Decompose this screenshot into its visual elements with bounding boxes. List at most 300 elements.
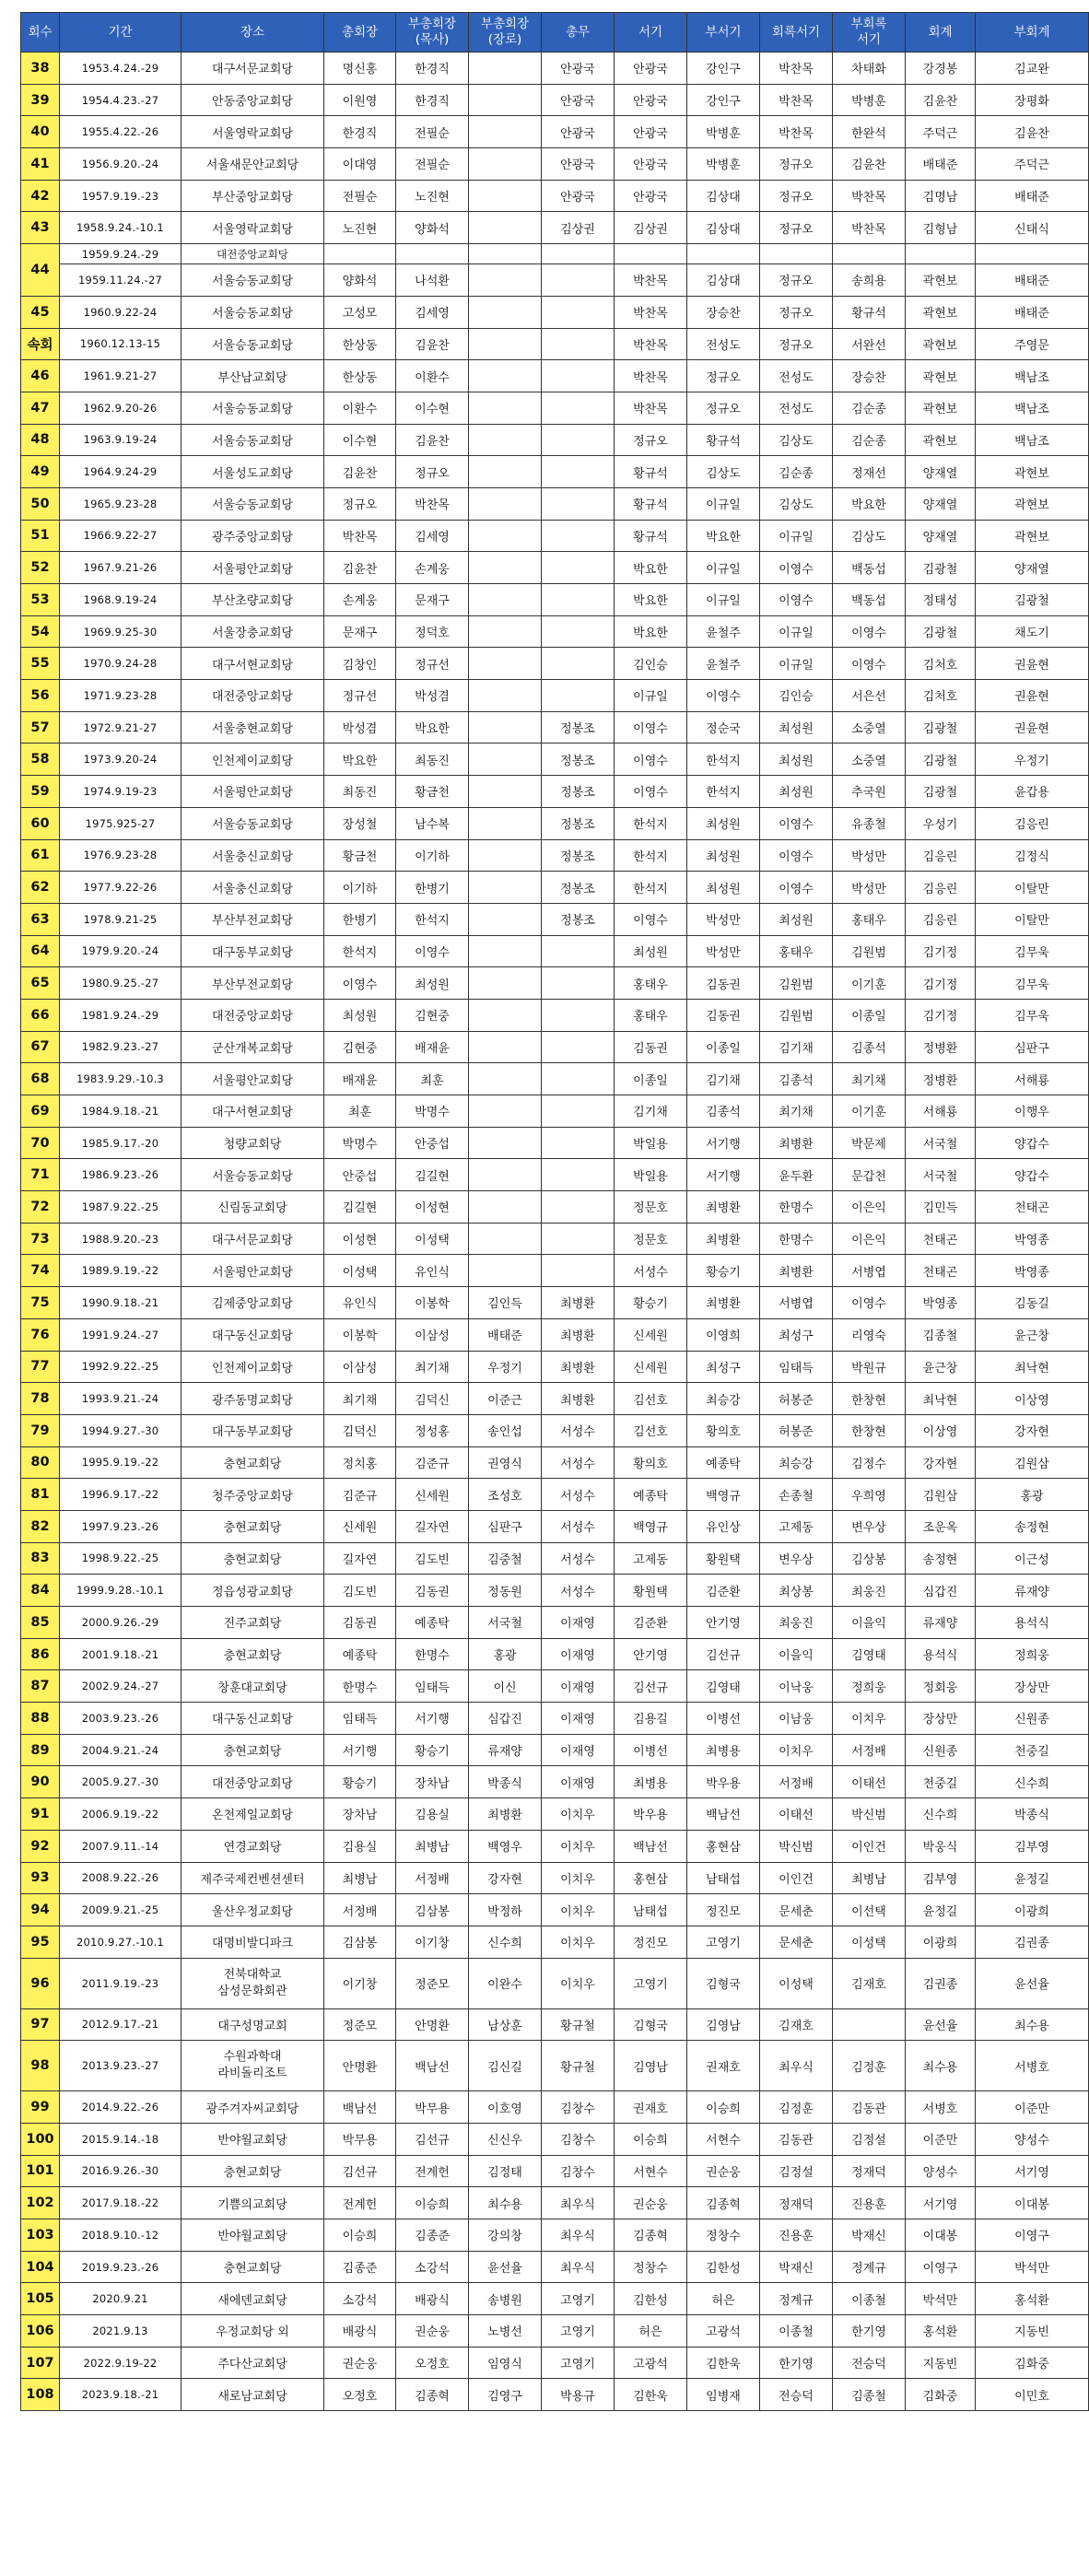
officer-cell: 한기영: [760, 2347, 833, 2379]
session-number: 97: [21, 2008, 60, 2041]
period-cell: 2011.9.19.-23: [60, 1958, 182, 2008]
officer-cell: [542, 967, 615, 1000]
officer-cell: 박영종: [906, 1287, 976, 1319]
officer-cell: [542, 648, 615, 680]
officer-cell: 김광철: [906, 615, 976, 648]
officer-cell: 이성현: [324, 1223, 396, 1255]
table-row: [21, 1031, 1089, 1063]
place-cell: 충현교회당: [182, 2251, 324, 2283]
officer-cell: 이상영: [906, 1414, 976, 1446]
officer-cell: 배태준: [469, 1318, 542, 1351]
officer-cell: 홍태우: [833, 903, 906, 935]
place-cell: 충현교회당: [182, 2155, 324, 2187]
officer-cell: 홍석환: [976, 2283, 1089, 2315]
officer-cell: 리영숙: [833, 1318, 906, 1351]
place-cell: 부산남교회당: [182, 360, 324, 392]
officer-cell: 한석지: [687, 744, 760, 776]
table-row: [21, 1607, 1089, 1639]
officer-cell: 김창인: [324, 648, 396, 680]
officer-cell: [615, 244, 687, 264]
officer-cell: 김세영: [396, 296, 469, 328]
officer-cell: 백남선: [324, 2091, 396, 2124]
officer-cell: 이수현: [396, 392, 469, 424]
officer-cell: 이영구: [906, 2251, 976, 2283]
officer-cell: 문재구: [396, 584, 469, 616]
column-header: 회록서기: [760, 13, 833, 53]
officer-cell: 류재양: [976, 1575, 1089, 1607]
officer-cell: 김종석: [687, 1095, 760, 1128]
officer-cell: 최병환: [542, 1318, 615, 1351]
officer-cell: 박일용: [615, 1159, 687, 1191]
session-number: 95: [21, 1926, 60, 1958]
officer-cell: 고영기: [687, 1926, 760, 1958]
session-number: 85: [21, 1607, 60, 1639]
officer-cell: 우희영: [833, 1479, 906, 1511]
period-cell: 2001.9.18.-21: [60, 1638, 182, 1670]
officer-cell: 전필순: [324, 180, 396, 212]
officer-cell: 이봉학: [396, 1287, 469, 1319]
officer-cell: 한상동: [324, 360, 396, 392]
session-number: 80: [21, 1446, 60, 1479]
officer-cell: 백남조: [976, 424, 1089, 456]
officer-cell: 박병훈: [687, 116, 760, 148]
officer-cell: 용석식: [976, 1607, 1089, 1639]
officer-cell: 김원삼: [976, 1446, 1089, 1479]
officer-cell: 한병기: [324, 903, 396, 935]
officer-cell: 송희용: [833, 264, 906, 297]
officer-cell: 이종일: [615, 1063, 687, 1095]
officer-cell: [469, 244, 542, 264]
officer-cell: [469, 180, 542, 212]
officer-cell: 배광식: [324, 2315, 396, 2348]
officer-cell: 장성철: [324, 807, 396, 839]
officer-cell: 임태득: [760, 1351, 833, 1383]
period-cell: 2008.9.22.-26: [60, 1862, 182, 1894]
officer-cell: 이호영: [469, 2091, 542, 2124]
officer-cell: 양재열: [906, 487, 976, 520]
officer-cell: 우정기: [976, 744, 1089, 776]
officer-cell: 권윤현: [976, 648, 1089, 680]
officer-cell: 남수복: [396, 807, 469, 839]
officer-cell: 심판구: [976, 1031, 1089, 1063]
officer-cell: 황의호: [615, 1446, 687, 1479]
officer-cell: 전필순: [396, 116, 469, 148]
officer-cell: 이봉학: [324, 1318, 396, 1351]
table-row: [21, 456, 1089, 488]
table-row: [21, 744, 1089, 776]
officer-cell: 곽현보: [976, 520, 1089, 552]
officer-cell: 이영수: [760, 839, 833, 872]
officer-cell: 전필순: [396, 148, 469, 181]
place-cell: 대전중앙교회당: [182, 244, 324, 264]
officer-cell: [469, 1095, 542, 1128]
officer-cell: 송정현: [976, 1510, 1089, 1542]
session-number: 89: [21, 1734, 60, 1766]
officer-cell: 박요한: [615, 552, 687, 584]
officer-cell: 송정현: [906, 1542, 976, 1575]
officer-cell: 강인구: [687, 53, 760, 85]
period-cell: 2000.9.26.-29: [60, 1607, 182, 1639]
officer-cell: 이기훈: [833, 1095, 906, 1128]
period-cell: 2018.9.10.-12: [60, 2219, 182, 2252]
officer-cell: 김상권: [542, 212, 615, 244]
officer-cell: 강의창: [469, 2219, 542, 2252]
table-row: [21, 648, 1089, 680]
officer-cell: 박찬목: [615, 296, 687, 328]
table-row: [21, 1479, 1089, 1511]
officer-cell: 심판구: [469, 1510, 542, 1542]
officer-cell: 백영우: [469, 1830, 542, 1862]
officer-cell: 홍광: [976, 1479, 1089, 1511]
officer-cell: 남태섭: [687, 1862, 760, 1894]
officer-cell: [542, 935, 615, 967]
officer-cell: 박종식: [976, 1798, 1089, 1831]
officer-cell: [469, 487, 542, 520]
officer-cell: [542, 1127, 615, 1159]
period-cell: 1983.9.29.-10.3: [60, 1063, 182, 1095]
officer-cell: 최동진: [396, 744, 469, 776]
officer-cell: 이환수: [324, 392, 396, 424]
officer-cell: 이탈만: [976, 872, 1089, 904]
officer-cell: 유인식: [396, 1255, 469, 1287]
table-row: [21, 116, 1089, 148]
officer-cell: 정규오: [615, 424, 687, 456]
place-cell: 서울승동교회당: [182, 296, 324, 328]
session-number: 61: [21, 839, 60, 872]
officer-cell: 김정태: [469, 2155, 542, 2187]
officer-cell: 이재영: [542, 1670, 615, 1703]
officer-cell: 박재신: [760, 2251, 833, 2283]
officer-cell: 고영기: [542, 2283, 615, 2315]
officer-cell: 정규선: [396, 648, 469, 680]
session-number: 38: [21, 53, 60, 85]
period-cell: 2002.9.24.-27: [60, 1670, 182, 1703]
session-number: 104: [21, 2251, 60, 2283]
officer-cell: 김상도: [687, 456, 760, 488]
place-cell: 서울장충교회당: [182, 615, 324, 648]
officer-cell: 최병환: [542, 1287, 615, 1319]
officer-cell: 이을익: [833, 1607, 906, 1639]
table-row: [21, 244, 1089, 264]
session-number: 96: [21, 1958, 60, 2008]
session-number: 100: [21, 2123, 60, 2155]
officer-cell: 박일용: [615, 1127, 687, 1159]
officer-cell: 김덕신: [396, 1383, 469, 1415]
session-number: 50: [21, 487, 60, 520]
period-cell: 1991.9.24.-27: [60, 1318, 182, 1351]
session-number: 88: [21, 1703, 60, 1735]
officer-cell: 황승기: [615, 1287, 687, 1319]
table-row: [21, 1095, 1089, 1128]
session-number: 48: [21, 424, 60, 456]
officer-cell: 서기행: [396, 1703, 469, 1735]
officer-cell: 김원범: [760, 967, 833, 1000]
officer-cell: [542, 999, 615, 1031]
officer-cell: 조운옥: [906, 1510, 976, 1542]
officer-cell: [324, 244, 396, 264]
place-cell: 새로남교회당: [182, 2379, 324, 2411]
officer-cell: 김중철: [469, 1542, 542, 1575]
officer-cell: 정창수: [687, 2219, 760, 2252]
period-cell: 2022.9.19-22: [60, 2347, 182, 2379]
officer-cell: 박명수: [324, 1127, 396, 1159]
officer-cell: 김윤찬: [324, 552, 396, 584]
officer-cell: 안광국: [615, 180, 687, 212]
officer-cell: 김상도: [833, 520, 906, 552]
officer-cell: 신수희: [469, 1926, 542, 1958]
officer-cell: 김재호: [760, 2008, 833, 2041]
table-row: [21, 2379, 1089, 2411]
officer-cell: 박종식: [469, 1766, 542, 1798]
officer-cell: 한상동: [324, 328, 396, 360]
officer-cell: 한석지: [687, 776, 760, 808]
officer-cell: 고영기: [542, 2315, 615, 2348]
session-number: 84: [21, 1575, 60, 1607]
officer-cell: 안광국: [615, 116, 687, 148]
officer-cell: 김정설: [833, 2123, 906, 2155]
officer-cell: 고영기: [542, 2347, 615, 2379]
place-cell: 서울승동교회당: [182, 807, 324, 839]
session-number: 52: [21, 552, 60, 584]
officer-cell: 권윤현: [976, 711, 1089, 744]
officer-cell: 김종혁: [687, 2187, 760, 2219]
officer-cell: 서병엽: [833, 1255, 906, 1287]
officer-cell: 변우상: [760, 1542, 833, 1575]
place-cell: 서울영락교회당: [182, 116, 324, 148]
officer-cell: 이병선: [687, 1703, 760, 1735]
column-header: 장소: [182, 13, 324, 53]
place-cell: 서울승동교회당: [182, 392, 324, 424]
officer-cell: 소강석: [324, 2283, 396, 2315]
officer-cell: 최웅진: [760, 1607, 833, 1639]
officer-cell: 김종혁: [396, 2379, 469, 2411]
officer-cell: [469, 1255, 542, 1287]
session-number: 108: [21, 2379, 60, 2411]
officer-cell: 정병환: [906, 1063, 976, 1095]
officer-cell: 이치우: [542, 1798, 615, 1831]
officer-cell: 최병남: [324, 1862, 396, 1894]
officer-cell: 김종준: [324, 2251, 396, 2283]
session-number: 68: [21, 1063, 60, 1095]
officer-cell: 홍태우: [615, 967, 687, 1000]
officer-cell: 한석지: [324, 935, 396, 967]
officer-cell: 서성수: [542, 1575, 615, 1607]
period-cell: 1968.9.19-24: [60, 584, 182, 616]
officer-cell: 이승희: [687, 2091, 760, 2124]
officer-cell: 이원영: [324, 84, 396, 116]
officer-cell: 이기하: [396, 839, 469, 872]
officer-cell: 김인승: [615, 648, 687, 680]
officer-cell: 고광석: [687, 2315, 760, 2348]
officer-cell: 이재영: [542, 1703, 615, 1735]
period-cell: 2006.9.19.-22: [60, 1798, 182, 1831]
period-cell: 2021.9.13: [60, 2315, 182, 2348]
officer-cell: 신세원: [396, 1479, 469, 1511]
officer-cell: 김상도: [760, 424, 833, 456]
officer-cell: 이영수: [615, 776, 687, 808]
officer-cell: 최수용: [469, 2187, 542, 2219]
table-row: [21, 967, 1089, 1000]
officer-cell: [469, 116, 542, 148]
officer-cell: 박병훈: [833, 84, 906, 116]
table-row: [21, 935, 1089, 967]
column-header: 총무: [542, 13, 615, 53]
officer-cell: [396, 244, 469, 264]
officer-cell: 이치우: [542, 1958, 615, 2008]
officer-cell: 김용실: [324, 1830, 396, 1862]
officer-cell: 김선호: [615, 1383, 687, 1415]
officer-cell: 김원범: [760, 999, 833, 1031]
officer-cell: 안중섭: [396, 1127, 469, 1159]
officer-cell: 윤근창: [976, 1318, 1089, 1351]
officer-cell: 이영수: [324, 967, 396, 1000]
officer-cell: 서성수: [542, 1446, 615, 1479]
officer-cell: 서기영: [976, 2155, 1089, 2187]
officer-cell: 정재덕: [760, 2187, 833, 2219]
session-number: 57: [21, 711, 60, 744]
session-number: 60: [21, 807, 60, 839]
table-row: [21, 872, 1089, 904]
officer-cell: 이영수: [833, 615, 906, 648]
officer-cell: 권순웅: [687, 2155, 760, 2187]
place-cell: 주다산교회당: [182, 2347, 324, 2379]
table-row: [21, 2347, 1089, 2379]
table-row: [21, 53, 1089, 85]
session-number: 81: [21, 1479, 60, 1511]
officer-cell: 정규오: [760, 328, 833, 360]
officer-cell: 홍현삼: [615, 1862, 687, 1894]
officer-cell: 박찬목: [324, 520, 396, 552]
place-cell: 서울승동교회당: [182, 424, 324, 456]
officer-cell: 이민호: [976, 2379, 1089, 2411]
officer-cell: 김선규: [396, 2123, 469, 2155]
officer-cell: 김동관: [760, 2123, 833, 2155]
officer-cell: 황규석: [615, 456, 687, 488]
officer-cell: 한명수: [324, 1670, 396, 1703]
officer-cell: [542, 424, 615, 456]
officer-cell: 이규일: [687, 552, 760, 584]
period-cell: 1960.12.13-15: [60, 328, 182, 360]
officer-cell: 박성만: [833, 872, 906, 904]
table-row: [21, 1830, 1089, 1862]
officer-cell: [542, 456, 615, 488]
officer-cell: [469, 1031, 542, 1063]
officer-cell: 서은선: [833, 680, 906, 712]
officer-cell: 박성만: [833, 839, 906, 872]
officer-cell: 최우식: [760, 2041, 833, 2091]
period-cell: 1959.9.24.-29: [60, 244, 182, 264]
officer-cell: 홍현삼: [687, 1830, 760, 1862]
officer-cell: 김선호: [615, 1414, 687, 1446]
officer-cell: 김윤찬: [396, 328, 469, 360]
officer-cell: 이영수: [760, 584, 833, 616]
officer-cell: 서성수: [542, 1479, 615, 1511]
period-cell: 2012.9.17.-21: [60, 2008, 182, 2041]
officer-cell: 백남선: [615, 1830, 687, 1862]
officer-cell: 황승기: [396, 1734, 469, 1766]
place-cell: 광주겨자씨교회당: [182, 2091, 324, 2124]
place-line: 라비돌리조트: [217, 2067, 287, 2081]
session-number: 속회: [21, 328, 60, 360]
officer-cell: [469, 264, 542, 297]
place-cell: 대전중앙교회당: [182, 1766, 324, 1798]
table-row: [21, 2155, 1089, 2187]
officer-cell: 서성수: [542, 1414, 615, 1446]
officer-cell: 장상만: [976, 1670, 1089, 1703]
officer-cell: 양재열: [906, 520, 976, 552]
officer-cell: 박용규: [542, 2379, 615, 2411]
officer-cell: 황규석: [615, 520, 687, 552]
officer-cell: 백남선: [396, 2041, 469, 2091]
officer-cell: 손계웅: [324, 584, 396, 616]
officer-cell: 정규선: [324, 680, 396, 712]
officer-cell: 이광희: [906, 1926, 976, 1958]
session-number: 66: [21, 999, 60, 1031]
officer-cell: 김광철: [906, 744, 976, 776]
session-number: 47: [21, 392, 60, 424]
officer-cell: 서정배: [833, 1734, 906, 1766]
officer-cell: 강경봉: [906, 53, 976, 85]
period-cell: 2010.9.27.-10.1: [60, 1926, 182, 1958]
officer-cell: 이병선: [615, 1734, 687, 1766]
officer-cell: 박요한: [833, 487, 906, 520]
table-row: [21, 2041, 1089, 2091]
officer-cell: 안명환: [396, 2008, 469, 2041]
officer-cell: 박재신: [833, 2219, 906, 2252]
officer-cell: 이치우: [542, 1862, 615, 1894]
officer-cell: 곽현보: [906, 328, 976, 360]
officer-cell: 신원종: [976, 1703, 1089, 1735]
officer-cell: 곽현보: [906, 424, 976, 456]
officer-cell: 김명남: [906, 180, 976, 212]
place-cell: 대구동신교회당: [182, 1703, 324, 1735]
place-cell: 서울승동교회당: [182, 1159, 324, 1191]
officer-cell: 김종석: [833, 1031, 906, 1063]
officer-cell: 권순웅: [615, 2187, 687, 2219]
officer-cell: 곽현보: [906, 360, 976, 392]
session-number: 70: [21, 1127, 60, 1159]
session-number: 42: [21, 180, 60, 212]
officer-cell: 곽현보: [906, 264, 976, 297]
officer-cell: 최성원: [687, 839, 760, 872]
officer-cell: [542, 520, 615, 552]
table-row: [21, 424, 1089, 456]
officer-cell: 황승기: [324, 1766, 396, 1798]
session-number: 45: [21, 296, 60, 328]
period-cell: 2013.9.23.-27: [60, 2041, 182, 2091]
officer-cell: 채도기: [976, 615, 1089, 648]
place-cell: 대구동부교회당: [182, 935, 324, 967]
officer-cell: 송병원: [469, 2283, 542, 2315]
officer-cell: 신원종: [906, 1734, 976, 1766]
officer-cell: 서성수: [542, 1510, 615, 1542]
place-cell: 창훈대교회당: [182, 1670, 324, 1703]
officer-cell: [469, 744, 542, 776]
officer-cell: [469, 520, 542, 552]
table-row: [21, 1127, 1089, 1159]
officer-cell: 천태곤: [906, 1223, 976, 1255]
period-cell: 1986.9.23.-26: [60, 1159, 182, 1191]
session-number: 73: [21, 1223, 60, 1255]
officer-cell: 이영수: [615, 744, 687, 776]
officer-cell: 김덕신: [324, 1414, 396, 1446]
officer-cell: [906, 244, 976, 264]
table-row: [21, 520, 1089, 552]
officer-cell: 신세원: [324, 1510, 396, 1542]
period-cell: 2007.9.11.-14: [60, 1830, 182, 1862]
officer-cell: 이영수: [615, 711, 687, 744]
officer-cell: 정병환: [906, 1031, 976, 1063]
